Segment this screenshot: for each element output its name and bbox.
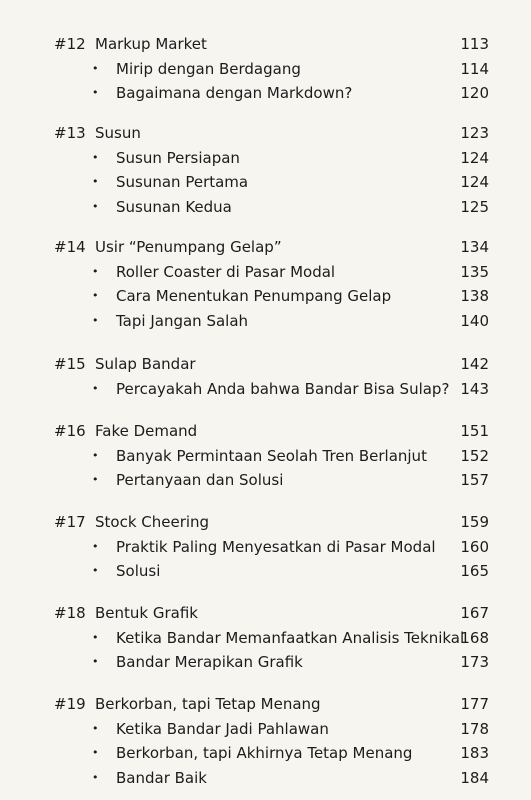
subsection-row: [0, 766, 531, 791]
subsection-title: Bandar Baik: [116, 768, 207, 787]
subsection-page-number: 120: [460, 84, 489, 102]
subsection-title: Bagaimana dengan Markdown?: [116, 84, 353, 102]
chapter-page-number: 123: [460, 124, 489, 142]
subsection-page-number: 173: [460, 653, 489, 671]
subsection-row: [0, 535, 531, 560]
bullet-icon: •: [92, 746, 99, 759]
chapter-12: [0, 32, 531, 106]
chapter-page-number: 159: [460, 513, 489, 531]
chapter-title: Bentuk Grafik: [95, 604, 198, 622]
subsection-page-number: 138: [460, 287, 489, 305]
chapter-heading: [0, 121, 531, 146]
subsection-title: Berkorban, tapi Akhirnya Tetap Menang: [116, 744, 413, 762]
chapter-title: Fake Demand: [95, 422, 198, 440]
subsection-row: [0, 309, 531, 334]
chapter-title: Stock Cheering: [95, 513, 210, 531]
subsection-title: Susunan Kedua: [116, 197, 232, 216]
subsection-row: [0, 559, 531, 584]
chapter-page-number: 167: [460, 604, 489, 622]
chapter-page-number: 151: [460, 422, 489, 440]
subsection-page-number: 114: [460, 59, 489, 78]
chapter-title: Berkorban, tapi Tetap Menang: [95, 695, 321, 713]
subsection-row: [0, 195, 531, 220]
subsection-page-number: 143: [460, 379, 489, 398]
subsection-title: Cara Menentukan Penumpang Gelap: [116, 287, 392, 305]
subsection-page-number: 168: [460, 628, 489, 647]
bullet-icon: •: [92, 289, 99, 302]
subsection-row: [0, 146, 531, 171]
chapter-number: #19: [54, 695, 86, 713]
bullet-icon: •: [92, 564, 99, 577]
bullet-icon: •: [92, 61, 99, 75]
chapter-heading: [0, 235, 531, 260]
bullet-icon: •: [92, 175, 99, 188]
chapter-14: [0, 235, 531, 333]
chapter-18: [0, 601, 531, 675]
subsection-row: [0, 57, 531, 82]
chapter-17: [0, 510, 531, 584]
bullet-icon: •: [92, 381, 99, 395]
subsection-title: Roller Coaster di Pasar Modal: [116, 262, 336, 281]
chapter-number: #17: [54, 513, 86, 531]
subsection-row: [0, 650, 531, 675]
subsection-row: [0, 170, 531, 195]
subsection-title: Percayakah Anda bahwa Bandar Bisa Sulap?: [116, 379, 450, 398]
bullet-icon: •: [92, 448, 99, 462]
subsection-row: [0, 284, 531, 309]
subsection-title: Solusi: [116, 562, 161, 580]
subsection-row: [0, 626, 531, 651]
bullet-icon: •: [92, 630, 99, 644]
bullet-icon: •: [92, 655, 99, 668]
subsection-page-number: 184: [460, 768, 489, 787]
subsection-row: [0, 81, 531, 106]
chapter-title: Sulap Bandar: [95, 355, 196, 373]
bullet-icon: •: [92, 770, 99, 784]
chapter-heading: [0, 601, 531, 626]
bullet-icon: •: [92, 264, 99, 278]
subsection-row: [0, 260, 531, 285]
chapter-16: [0, 419, 531, 493]
bullet-icon: •: [92, 199, 99, 213]
chapter-title: Susun: [95, 124, 141, 142]
subsection-title: Praktik Paling Menyesatkan di Pasar Modal: [116, 537, 436, 556]
chapter-page-number: 113: [460, 35, 489, 53]
subsection-row: [0, 377, 531, 402]
chapter-page-number: 134: [460, 238, 489, 256]
chapter-number: #14: [54, 238, 86, 256]
bullet-icon: •: [92, 539, 99, 553]
subsection-title: Ketika Bandar Jadi Pahlawan: [116, 719, 329, 738]
subsection-page-number: 160: [460, 537, 489, 556]
chapter-title: Markup Market: [95, 35, 207, 53]
subsection-page-number: 140: [460, 311, 489, 330]
subsection-title: Ketika Bandar Memanfaatkan Analisis Teknikal: [116, 628, 465, 647]
chapter-19: [0, 692, 531, 790]
bullet-icon: •: [92, 86, 99, 99]
chapter-number: #15: [54, 355, 86, 373]
bullet-icon: •: [92, 473, 99, 486]
chapter-heading: [0, 32, 531, 57]
chapter-heading: [0, 692, 531, 717]
chapter-number: #12: [54, 35, 86, 53]
chapter-number: #13: [54, 124, 86, 142]
chapter-heading: [0, 510, 531, 535]
chapter-number: #18: [54, 604, 86, 622]
chapter-heading: [0, 352, 531, 377]
subsection-row: [0, 444, 531, 469]
chapter-number: #16: [54, 422, 86, 440]
subsection-page-number: 135: [460, 262, 489, 281]
subsection-page-number: 157: [460, 471, 489, 489]
subsection-title: Mirip dengan Berdagang: [116, 59, 301, 78]
chapter-title: Usir “Penumpang Gelap”: [95, 238, 282, 256]
chapter-15: [0, 352, 531, 401]
subsection-title: Tapi Jangan Salah: [116, 311, 249, 330]
subsection-page-number: 165: [460, 562, 489, 580]
chapter-page-number: 177: [460, 695, 489, 713]
subsection-page-number: 125: [460, 197, 489, 216]
subsection-page-number: 124: [460, 173, 489, 191]
chapter-heading: [0, 419, 531, 444]
subsection-title: Susunan Pertama: [116, 173, 249, 191]
chapter-13: [0, 121, 531, 219]
subsection-row: [0, 468, 531, 493]
subsection-title: Susun Persiapan: [116, 148, 240, 167]
subsection-page-number: 183: [460, 744, 489, 762]
bullet-icon: •: [92, 721, 99, 735]
subsection-title: Pertanyaan dan Solusi: [116, 471, 284, 489]
subsection-row: [0, 717, 531, 742]
subsection-page-number: 178: [460, 719, 489, 738]
bullet-icon: •: [92, 313, 99, 327]
subsection-page-number: 124: [460, 148, 489, 167]
subsection-title: Bandar Merapikan Grafik: [116, 653, 303, 671]
chapter-page-number: 142: [460, 355, 489, 373]
subsection-page-number: 152: [460, 446, 489, 465]
subsection-row: [0, 741, 531, 766]
subsection-title: Banyak Permintaan Seolah Tren Berlanjut: [116, 446, 427, 465]
bullet-icon: •: [92, 150, 99, 164]
